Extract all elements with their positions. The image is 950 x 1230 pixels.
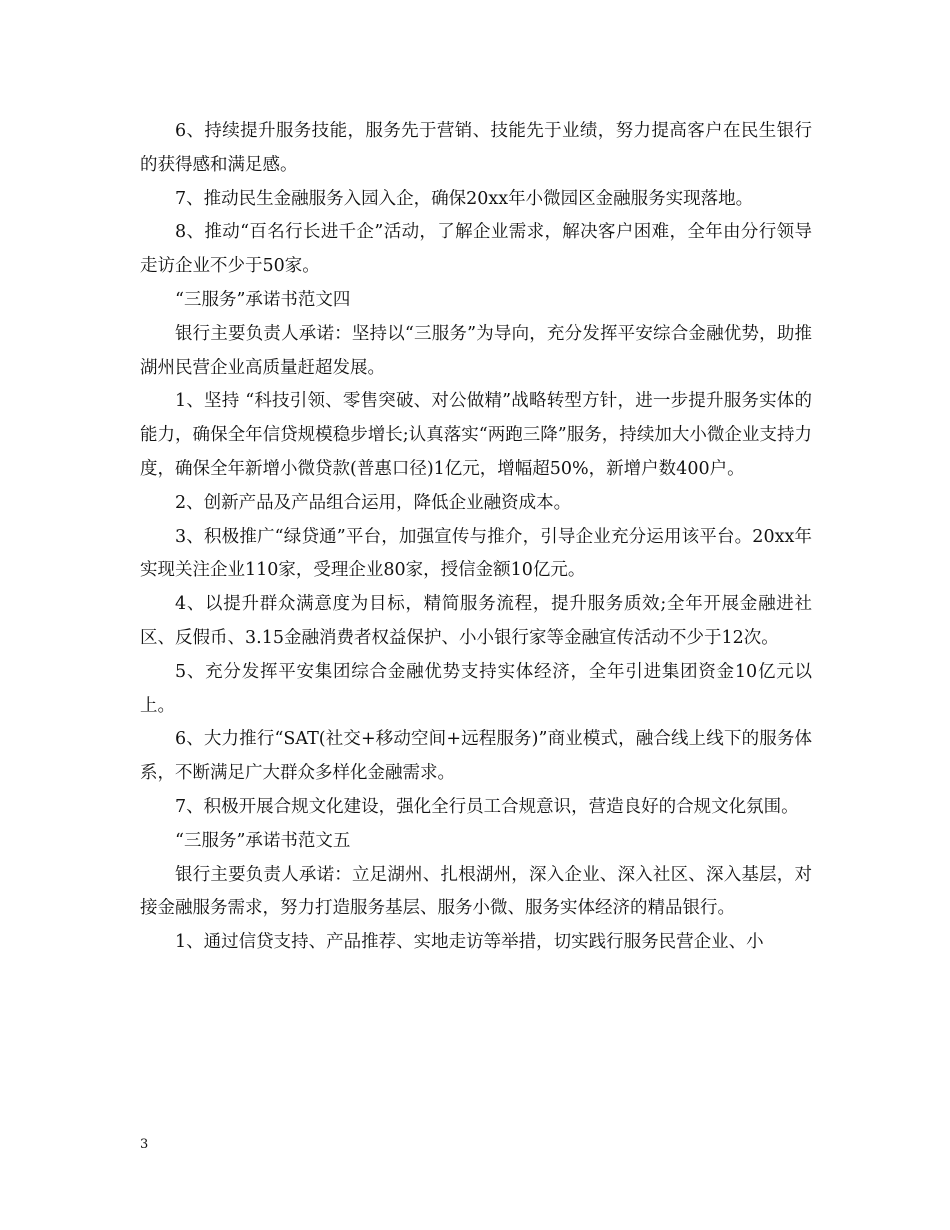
- section-heading-sample-four: “三服务”承诺书范文四: [175, 289, 351, 310]
- paragraph-item-7-park-enterprise: 7、推动民生金融服务入园入企，确保20xx年小微园区金融服务实现落地。: [175, 188, 754, 209]
- document-body: [140, 115, 812, 960]
- paragraph-item-5-group-funds: 5、充分发挥平安集团综合金融优势支持实体经济，全年引进集团资金10亿元以上。: [140, 661, 812, 716]
- paragraph-item-1-strategy: 1、坚持 “科技引领、零售突破、对公做精”战略转型方针，进一步提升服务实体的能力，确保全年信贷规模稳步增长;认真落实“两跑三降”服务，持续加大小微企业支持力度，确保全年新增小微贷款(普惠口径)1亿元，增幅超50%，新增户数400户。: [140, 391, 812, 479]
- paragraph-commitment-five: 银行主要负责人承诺：立足湖州、扎根湖州，深入企业、深入社区、深入基层，对接金融服务需求，努力打造服务基层、服务小微、服务实体经济的精品银行。: [140, 864, 812, 919]
- paragraph-item-8-hundred-presidents: 8、推动“百名行长进千企”活动，了解企业需求，解决客户困难，全年由分行领导走访企业不少于50家。: [140, 222, 812, 277]
- paragraph-item-2-products: 2、创新产品及产品组合运用，降低企业融资成本。: [175, 492, 572, 513]
- paragraph-commitment-four: 银行主要负责人承诺：坚持以“三服务”为导向，充分发挥平安综合金融优势，助推湖州民营企业高质量赶超发展。: [140, 323, 812, 378]
- section-heading-sample-five: “三服务”承诺书范文五: [175, 830, 351, 851]
- paragraph-item-7-compliance: 7、积极开展合规文化建设，强化全行员工合规意识，营造良好的合规文化氛围。: [175, 796, 799, 817]
- paragraph-item-1-credit-support: 1、通过信贷支持、产品推荐、实地走访等举措，切实践行服务民营企业、小: [175, 932, 764, 953]
- paragraph-item-6-sat-model: 6、大力推行“SAT(社交+移动空间+远程服务)”商业模式，融合线上线下的服务体系，不断满足广大群众多样化金融需求。: [140, 729, 812, 784]
- page-number: 3: [140, 1137, 149, 1152]
- paragraph-item-6-service-skills: 6、持续提升服务技能，服务先于营销、技能先于业绩，努力提高客户在民生银行的获得感和满足感。: [140, 121, 812, 175]
- paragraph-item-3-green-loan: 3、积极推广“绿贷通”平台，加强宣传与推介，引导企业充分运用该平台。20xx年实现关注企业110家，受理企业80家，授信金额10亿元。: [140, 526, 812, 581]
- paragraph-item-4-satisfaction: 4、以提升群众满意度为目标，精简服务流程，提升服务质效;全年开展金融进社区、反假币、3.15金融消费者权益保护、小小银行家等金融宣传活动不少于12次。: [140, 594, 812, 648]
